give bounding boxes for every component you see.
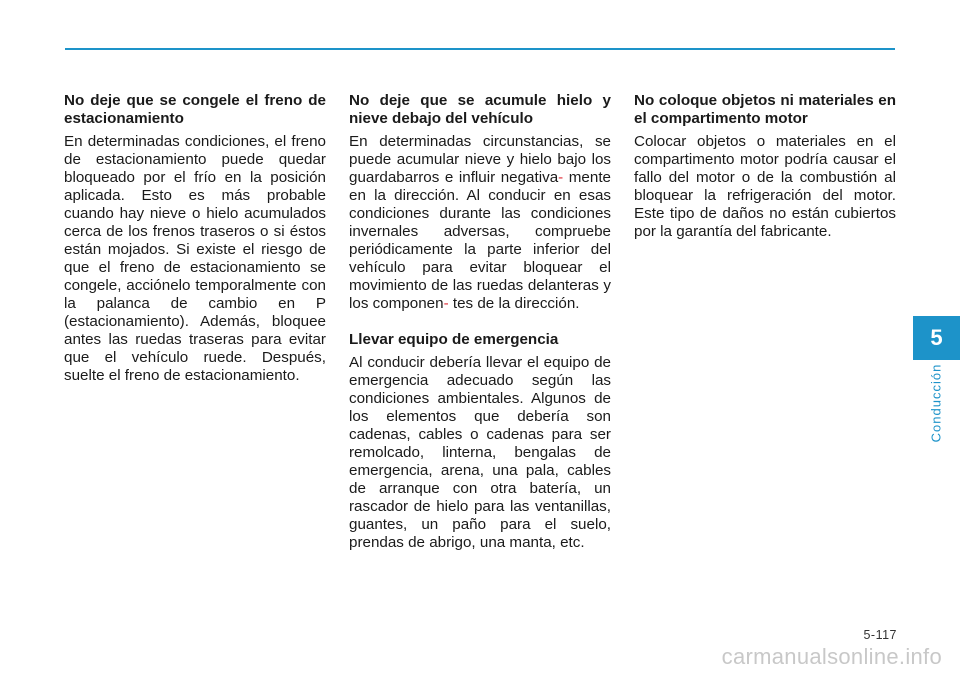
column-2: [349, 92, 611, 552]
column-1: [64, 92, 326, 385]
section-body-snow-ice: [349, 133, 611, 313]
body-text-part: tes de la dirección.: [452, 295, 580, 312]
body-text-part: En determinadas circunstancias, se puede acumular nieve y hielo bajo los guardabarros e influir negativa: [349, 133, 611, 186]
top-rule: [65, 48, 895, 50]
section-heading-emergency-kit: Llevar equipo de emergencia: [349, 331, 559, 348]
section-heading-engine-compartment: No coloque objetos ni materiales en el compartimento motor: [634, 92, 896, 127]
section-body-engine-compartment: Colocar objetos o materiales en el compartimento motor podría causar el fallo del motor o de la combustión al bloquear la refrigeración del motor. Este tipo de daños no están cubiertos por la garantía del fabricante.: [634, 133, 896, 240]
section-heading-snow-ice: No deje que se acumule hielo y nieve debajo del vehículo: [349, 92, 611, 127]
chapter-tab[interactable]: 5: [913, 316, 960, 360]
paragraph-gap: [349, 313, 611, 331]
hyphen-mark: -: [443, 295, 449, 312]
section-heading-parking-brake: No deje que se congele el freno de estacionamiento: [64, 92, 326, 127]
page-number: 5-117: [863, 628, 897, 642]
body-text-part: mente en la dirección. Al conducir en esas condiciones durante las condiciones invernales adversas, compruebe periódicamente la parte inferior del vehículo para evitar bloquear el movimiento de las ruedas delanteras y los componen: [349, 169, 611, 312]
watermark: carmanualsonline.info: [721, 644, 942, 669]
section-body-parking-brake: En determinadas condiciones, el freno de estacionamiento puede quedar bloqueado por el frío en la posición aplicada. Esto es más probable cuando hay nieve o hielo acumulados cerca de los frenos traseros o si éstos están mojados. Si existe el riesgo de que el freno de estacionamiento se congele, acciónelo temporalmente con la palanca de cambio en P (estacionamiento). Además, bloquee antes las ruedas traseras para evitar que el vehículo ruede. Después, suelte el freno de estacionamiento.: [64, 133, 326, 384]
column-3: [634, 92, 896, 241]
hyphen-mark: -: [558, 169, 564, 186]
chapter-name: Conducción: [928, 363, 944, 443]
section-body-emergency-kit: Al conducir debería llevar el equipo de emergencia adecuado según las condiciones ambientales. Algunos de los elementos que debería son cadenas, cables o cadenas para ser remolcado, linterna, bengalas de emergencia, arena, una pala, cables de arranque con otra batería, un rascador de hielo para las ventanillas, guantes, un paño para el suelo, prendas de abrigo, una manta, etc.: [349, 354, 611, 551]
